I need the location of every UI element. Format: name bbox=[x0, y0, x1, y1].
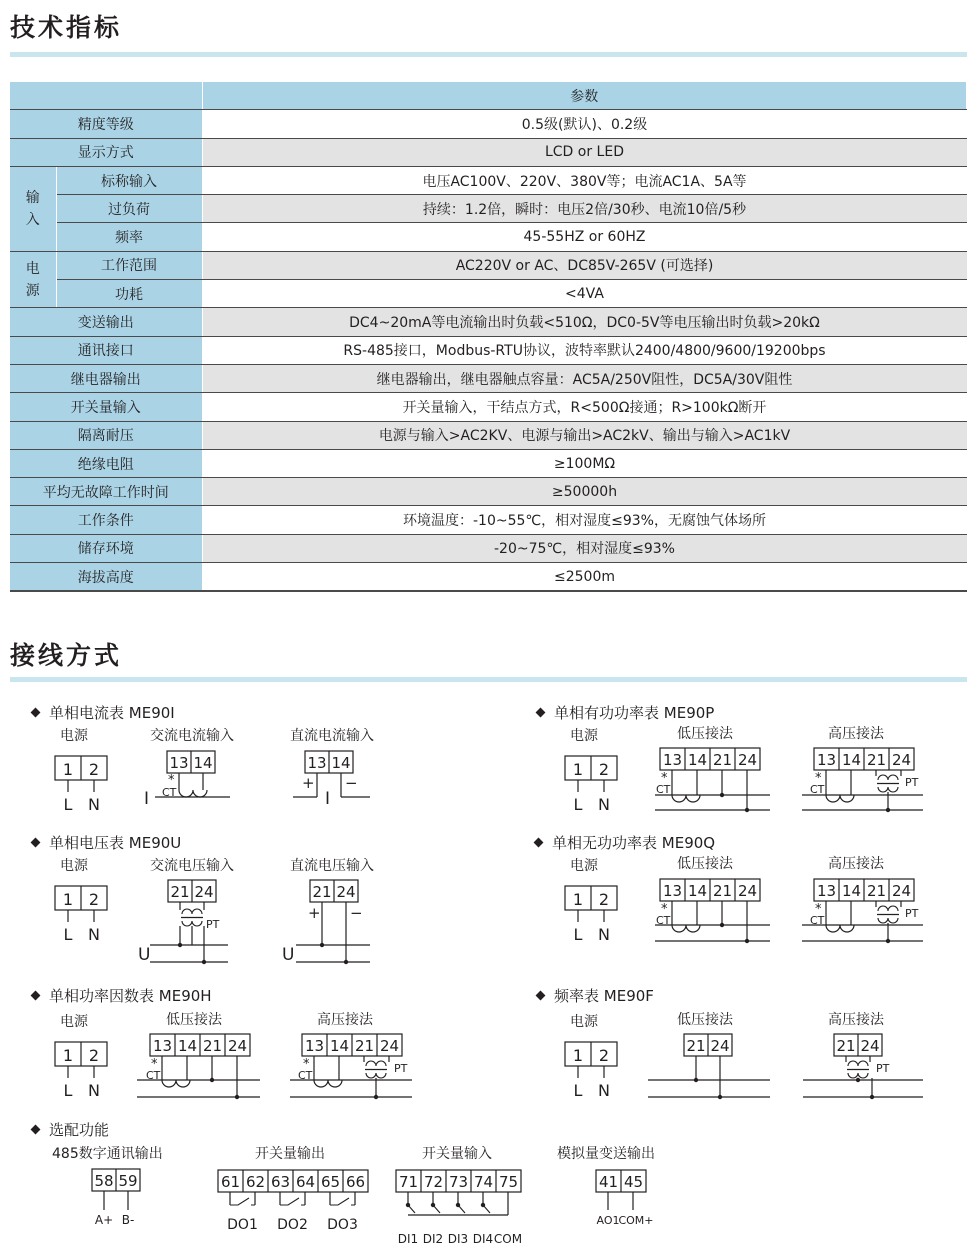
junction-dot bbox=[456, 1203, 460, 1207]
power-label: 电源 bbox=[570, 728, 598, 744]
group-label-text: 输入 bbox=[25, 189, 40, 228]
high-voltage-label: 高压接法 bbox=[317, 1012, 373, 1028]
spec-label: 过负荷 bbox=[56, 195, 202, 223]
power-N-label: N bbox=[598, 925, 610, 944]
junction-dot bbox=[745, 808, 749, 812]
spec-value: 环境温度：-10~55℃，相对湿度≤93%，无腐蚀气体场所 bbox=[202, 506, 967, 534]
spec-label: 标称输入 bbox=[56, 166, 202, 194]
terminal-number: 13 bbox=[662, 882, 683, 900]
do-output-label: DO1 bbox=[227, 1217, 258, 1233]
terminal-number: 14 bbox=[841, 882, 862, 900]
do-label: 开关量输出 bbox=[255, 1146, 325, 1162]
terminal-number: 2 bbox=[88, 760, 100, 779]
terminal-number: 1 bbox=[62, 1046, 74, 1065]
terminal-number: 21 bbox=[712, 882, 733, 900]
spec-label: 储存环境 bbox=[10, 534, 202, 562]
spec-value: 开关量输入，干结点方式，R<500Ω接通；R>100kΩ断开 bbox=[202, 393, 967, 421]
high-voltage-label: 高压接法 bbox=[828, 856, 884, 872]
di-input-label: DI2 bbox=[422, 1232, 444, 1246]
plus-sign: + bbox=[308, 904, 321, 922]
power-N-label: N bbox=[598, 1081, 610, 1100]
low-voltage-label: 低压接法 bbox=[677, 856, 733, 872]
terminal-number: 24 bbox=[891, 751, 912, 769]
spec-value: 继电器输出，继电器触点容量：AC5A/250V阻性，DC5A/30V阻性 bbox=[202, 364, 967, 392]
spec-value: -20~75℃，相对湿度≤93% bbox=[202, 534, 967, 562]
power-L-label: L bbox=[573, 795, 583, 814]
terminal-number: 24 bbox=[336, 883, 356, 901]
spec-value: DC4~20mA等电流输出时负载<510Ω，DC0-5V等电压输出时负载>20kΩ bbox=[202, 308, 967, 336]
terminal-number: 13 bbox=[152, 1037, 173, 1055]
terminal-number: 45 bbox=[623, 1173, 644, 1191]
terminal-number: 73 bbox=[448, 1173, 469, 1191]
spec-label: 变送输出 bbox=[10, 308, 202, 336]
di-input-label: DI4 bbox=[472, 1232, 494, 1246]
ct-coil-icon bbox=[826, 925, 854, 932]
junction-dot bbox=[720, 793, 724, 797]
rs485-B-label: B- bbox=[121, 1213, 135, 1227]
terminal-number: 24 bbox=[737, 882, 758, 900]
section-me90f: 频率表 ME90F bbox=[537, 985, 654, 1006]
terminal-number: 14 bbox=[841, 751, 862, 769]
terminal-number: 2 bbox=[598, 1046, 610, 1065]
terminal-number: 58 bbox=[94, 1172, 114, 1190]
spec-label: 通讯接口 bbox=[10, 336, 202, 364]
terminal-number: 24 bbox=[379, 1037, 400, 1055]
power-N-label: N bbox=[598, 795, 610, 814]
terminal-number: 1 bbox=[572, 1046, 584, 1065]
spec-value: <4VA bbox=[202, 280, 967, 308]
section-me90p: 单相有功功率表 ME90P bbox=[537, 702, 714, 723]
terminal-number: 24 bbox=[710, 1037, 730, 1055]
section-me90u: 单相电压表 ME90U bbox=[32, 832, 181, 853]
spec-value: 电压AC100V、220V、380V等；电流AC1A、5A等 bbox=[202, 166, 967, 194]
pt-label: PT bbox=[876, 1062, 890, 1075]
ao-label: 模拟量变送输出 bbox=[557, 1146, 655, 1162]
di-input-label: COM bbox=[493, 1232, 523, 1246]
section-options: 选配功能 bbox=[32, 1119, 109, 1140]
terminal-number: 71 bbox=[398, 1173, 419, 1191]
terminal-number: 2 bbox=[598, 890, 610, 909]
ct-coil-icon bbox=[162, 1080, 190, 1087]
terminal-number: 64 bbox=[295, 1173, 316, 1191]
pt-label: PT bbox=[206, 918, 220, 931]
terminal-number: 21 bbox=[836, 1037, 856, 1055]
terminal-number: 74 bbox=[473, 1173, 494, 1191]
relay-contact-icon bbox=[280, 1198, 305, 1205]
junction-dot bbox=[720, 923, 724, 927]
power-L-label: L bbox=[63, 1081, 73, 1100]
terminal-number: 1 bbox=[62, 760, 74, 779]
spec-value: 0.5级(默认)、0.2级 bbox=[202, 110, 967, 138]
power-label: 电源 bbox=[60, 728, 88, 744]
minus-sign: − bbox=[345, 774, 358, 792]
power-label: 电源 bbox=[570, 1014, 598, 1030]
terminal-number: 1 bbox=[572, 760, 584, 779]
terminal-number: 21 bbox=[170, 883, 190, 901]
ct-label: CT bbox=[810, 914, 825, 927]
ct-label: CT bbox=[656, 783, 671, 796]
junction-dot bbox=[344, 960, 348, 964]
star-mark: * bbox=[661, 902, 668, 917]
spec-label: 海拔高度 bbox=[10, 563, 202, 592]
junction-dot bbox=[718, 1095, 722, 1099]
power-label: 电源 bbox=[570, 858, 598, 874]
section-me90q: 单相无功功率表 ME90Q bbox=[535, 832, 715, 853]
junction-dot bbox=[856, 1078, 860, 1082]
star-mark: * bbox=[168, 773, 175, 788]
terminal-number: 63 bbox=[270, 1173, 291, 1191]
star-mark: * bbox=[661, 771, 668, 786]
power-N-label: N bbox=[88, 795, 100, 814]
terminal-number: 21 bbox=[866, 751, 887, 769]
pt-label: PT bbox=[905, 776, 919, 789]
spec-label: 工作条件 bbox=[10, 506, 202, 534]
di-label: 开关量输入 bbox=[422, 1146, 492, 1162]
current-I-symbol: I bbox=[325, 789, 331, 809]
terminal-number: 24 bbox=[194, 883, 214, 901]
spec-label: 绝缘电阻 bbox=[10, 449, 202, 477]
junction-dot bbox=[481, 1203, 485, 1207]
power-L-label: L bbox=[63, 795, 73, 814]
spec-value: ≤2500m bbox=[202, 563, 967, 592]
terminal-number: 24 bbox=[891, 882, 912, 900]
star-mark: * bbox=[151, 1057, 158, 1072]
spec-label: 工作范围 bbox=[56, 251, 202, 279]
ct-coil-icon bbox=[826, 795, 854, 802]
terminal-number: 2 bbox=[88, 1046, 100, 1065]
ct-label: CT bbox=[810, 783, 825, 796]
terminal-number: 13 bbox=[169, 754, 189, 772]
terminal-number: 21 bbox=[202, 1037, 223, 1055]
spec-value: RS-485接口，Modbus-RTU协议，波特率默认2400/4800/9600/19200bps bbox=[202, 336, 967, 364]
terminal-number: 14 bbox=[687, 751, 708, 769]
junction-dot bbox=[870, 1095, 874, 1099]
spec-value: LCD or LED bbox=[202, 138, 967, 166]
ct-label: CT bbox=[298, 1069, 313, 1082]
relay-contact-icon bbox=[230, 1198, 255, 1205]
terminal-number: 66 bbox=[345, 1173, 366, 1191]
terminal-number: 65 bbox=[320, 1173, 341, 1191]
terminal-number: 13 bbox=[662, 751, 683, 769]
high-voltage-label: 高压接法 bbox=[828, 1012, 884, 1028]
di-input-label: DI3 bbox=[447, 1232, 469, 1246]
ac-current-label: 交流电流输入 bbox=[150, 728, 234, 744]
ct-coil-icon bbox=[179, 790, 207, 797]
spec-label: 继电器输出 bbox=[10, 364, 202, 392]
voltage-U-symbol: U bbox=[282, 945, 295, 965]
terminal-number: 41 bbox=[598, 1173, 619, 1191]
star-mark: * bbox=[303, 1057, 310, 1072]
junction-dot bbox=[374, 1095, 378, 1099]
terminal-number: 1 bbox=[62, 890, 74, 909]
terminal-number: 21 bbox=[312, 883, 332, 901]
do-output-label: DO3 bbox=[327, 1217, 358, 1233]
power-label: 电源 bbox=[60, 858, 88, 874]
power-L-label: L bbox=[573, 1081, 583, 1100]
power-N-label: N bbox=[88, 925, 100, 944]
pt-label: PT bbox=[394, 1062, 408, 1075]
wiring-title: 接线方式 bbox=[10, 641, 123, 670]
spec-value: 持续：1.2倍，瞬时：电压2倍/30秒、电流10倍/5秒 bbox=[202, 195, 967, 223]
terminal-number: 13 bbox=[304, 1037, 325, 1055]
ct-coil-icon bbox=[672, 795, 700, 802]
section-me90i: 单相电流表 ME90I bbox=[32, 702, 175, 723]
di-input-label: DI1 bbox=[397, 1232, 419, 1246]
plus-sign: + bbox=[302, 774, 315, 792]
low-voltage-label: 低压接法 bbox=[166, 1012, 222, 1028]
ct-label: CT bbox=[656, 914, 671, 927]
junction-dot bbox=[235, 1095, 239, 1099]
terminal-number: 62 bbox=[245, 1173, 266, 1191]
terminal-number: 24 bbox=[737, 751, 758, 769]
dc-voltage-label: 直流电压输入 bbox=[290, 858, 374, 874]
terminal-number: 13 bbox=[816, 751, 837, 769]
junction-dot bbox=[210, 1078, 214, 1082]
pt-label: PT bbox=[905, 907, 919, 920]
low-voltage-label: 低压接法 bbox=[677, 1012, 733, 1028]
ct-coil-icon bbox=[672, 925, 700, 932]
spec-label: 开关量输入 bbox=[10, 393, 202, 421]
rs485-A-label: A+ bbox=[94, 1213, 114, 1227]
high-voltage-label: 高压接法 bbox=[828, 726, 884, 742]
terminal-number: 14 bbox=[177, 1037, 198, 1055]
star-mark: * bbox=[815, 902, 822, 917]
terminal-number: 14 bbox=[329, 1037, 350, 1055]
rs485-label: 485数字通讯输出 bbox=[52, 1146, 163, 1162]
relay-contact-icon bbox=[330, 1198, 355, 1205]
spec-label: 频率 bbox=[56, 223, 202, 251]
terminal-number: 59 bbox=[118, 1172, 138, 1190]
low-voltage-label: 低压接法 bbox=[677, 726, 733, 742]
spec-label: 功耗 bbox=[56, 280, 202, 308]
terminal-number: 13 bbox=[307, 754, 327, 772]
terminal-number: 24 bbox=[227, 1037, 248, 1055]
junction-dot bbox=[431, 1203, 435, 1207]
terminal-number: 13 bbox=[816, 882, 837, 900]
group-label-text: 电源 bbox=[25, 260, 40, 299]
star-mark: * bbox=[815, 771, 822, 786]
spec-title: 技术指标 bbox=[10, 13, 123, 42]
junction-dot bbox=[320, 943, 324, 947]
spec-value: AC220V or AC、DC85V-265V (可选择) bbox=[202, 251, 967, 279]
terminal-number: 21 bbox=[686, 1037, 706, 1055]
spec-value: 电源与输入>AC2KV、电源与输出>AC2kV、输出与输入>AC1kV bbox=[202, 421, 967, 449]
spec-label: 精度等级 bbox=[10, 110, 202, 138]
current-I-symbol: I bbox=[144, 789, 150, 809]
terminal-number: 21 bbox=[866, 882, 887, 900]
terminal-number: 1 bbox=[572, 890, 584, 909]
minus-sign: − bbox=[350, 904, 363, 922]
junction-dot bbox=[406, 1203, 410, 1207]
spec-value: ≥50000h bbox=[202, 478, 967, 506]
power-label: 电源 bbox=[60, 1014, 88, 1030]
power-N-label: N bbox=[88, 1081, 100, 1100]
junction-dot bbox=[886, 808, 890, 812]
terminal-number: 14 bbox=[331, 754, 351, 772]
do-output-label: DO2 bbox=[277, 1217, 308, 1233]
spec-label: 隔离耐压 bbox=[10, 421, 202, 449]
dc-current-label: 直流电流输入 bbox=[290, 728, 374, 744]
terminal-number: 24 bbox=[860, 1037, 880, 1055]
terminal-number: 75 bbox=[498, 1173, 519, 1191]
ct-label: CT bbox=[146, 1069, 161, 1082]
terminal-number: 14 bbox=[193, 754, 213, 772]
spec-label: 显示方式 bbox=[10, 138, 202, 166]
terminal-number: 21 bbox=[712, 751, 733, 769]
ao-out-label: AO1 bbox=[596, 1214, 620, 1227]
spec-value: ≥100MΩ bbox=[202, 449, 967, 477]
power-L-label: L bbox=[63, 925, 73, 944]
junction-dot bbox=[694, 1078, 698, 1082]
terminal-number: 14 bbox=[687, 882, 708, 900]
spec-label: 平均无故障工作时间 bbox=[10, 478, 202, 506]
junction-dot bbox=[745, 939, 749, 943]
section-me90h: 单相功率因数表 ME90H bbox=[32, 985, 212, 1006]
ct-label: CT bbox=[162, 786, 177, 799]
terminal-number: 2 bbox=[88, 890, 100, 909]
voltage-U-symbol: U bbox=[138, 945, 151, 965]
terminal-number: 72 bbox=[423, 1173, 444, 1191]
junction-dot bbox=[886, 939, 890, 943]
spec-value: 45-55HZ or 60HZ bbox=[202, 223, 967, 251]
terminal-number: 21 bbox=[354, 1037, 375, 1055]
ac-voltage-label: 交流电压输入 bbox=[150, 858, 234, 874]
terminal-number: 61 bbox=[220, 1173, 241, 1191]
terminal-number: 2 bbox=[598, 760, 610, 779]
ct-coil-icon bbox=[314, 1080, 342, 1087]
spec-header: 参数 bbox=[202, 82, 967, 110]
ao-com-label: COM+ bbox=[618, 1214, 654, 1227]
power-L-label: L bbox=[573, 925, 583, 944]
